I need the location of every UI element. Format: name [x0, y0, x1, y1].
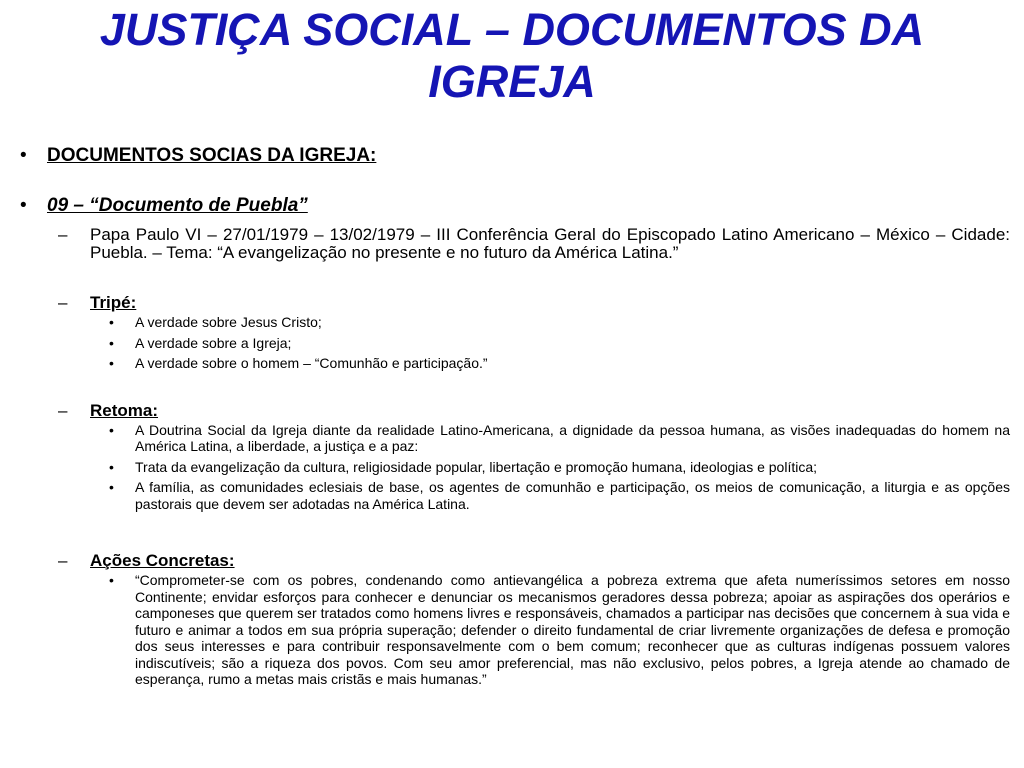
document-heading-item [20, 194, 1010, 218]
acoes-item [20, 552, 1010, 570]
document-heading: 09 – “Documento de Puebla” [47, 195, 308, 216]
bullet-icon: • [109, 421, 114, 438]
bullet-icon: • [109, 458, 114, 475]
slide-content [20, 144, 1010, 688]
retoma-subitem [20, 459, 1010, 476]
acoes-heading: Ações Concretas: [90, 551, 235, 570]
intro-text: Papa Paulo VI – 27/01/1979 – 13/02/1979 – III Conferência Geral do Episcopado Latino Americano – México – Cidade: Puebla. – Tema: “A evangelização no presente e no futuro da América Latina.” [90, 225, 1010, 262]
tripe-subitem [20, 335, 1010, 352]
tripe-item [20, 294, 1010, 312]
retoma-subitem [20, 422, 1010, 455]
slide-title: JUSTIÇA SOCIAL – DOCUMENTOS DA IGREJA [99, 4, 925, 107]
bullet-icon: • [109, 572, 114, 588]
retoma-subitem-text: A família, as comunidades eclesiais de base, os agentes de comunhão e participação, os meios de comunicação, a liturgia e as opções pastorais que devem ser adotadas na América Latina. [135, 479, 1010, 512]
tripe-subitem-text: A verdade sobre a Igreja; [135, 334, 292, 351]
bullet-icon: • [109, 314, 114, 330]
section-heading: DOCUMENTOS SOCIAS DA IGREJA: [47, 145, 377, 166]
retoma-heading: Retoma: [90, 400, 159, 420]
tripe-heading: Tripé: [90, 293, 137, 312]
bullet-icon: • [20, 195, 27, 216]
section-heading-item [20, 144, 1010, 168]
bullet-icon: • [109, 479, 114, 495]
retoma-item [20, 402, 1010, 420]
bullet-icon: • [20, 145, 27, 166]
dash-icon: – [58, 551, 68, 570]
tripe-subitem [20, 355, 1010, 372]
dash-icon: – [58, 293, 68, 312]
intro-item [20, 226, 1010, 262]
dash-icon: – [58, 225, 68, 244]
tripe-subitem [20, 314, 1010, 331]
acoes-subitem-text: “Comprometer-se com os pobres, condenando como antievangélica a pobreza extrema que afeta numeríssimos setores em nosso Continente; envidar esforços para conhecer e denunciar os mecanismos geradores dessa pobreza; apoiar as aspirações dos operários e camponeses que querem ser tratados como homens livres e responsáveis, chamados a participar nas decisões que concernem à sua vida e futuro e animar a todos em sua própria superação; defender o direito fundamental de criar livremente organizações de defesa e promoção dos seus interesses e para contribuir responsavelmente com o bem comum; reconhecer que as culturas indígenas possuem valores indiscutíveis; são a riqueza dos povos. Com seu amor preferencial, mas não exclusivo, pelos pobres, a Igreja atende ao chamado de esperança, rumo a metas mais cristãs e mais humanas.” [135, 572, 1010, 687]
retoma-subitem [20, 479, 1010, 512]
retoma-subitem-text: A Doutrina Social da Igreja diante da realidade Latino-Americana, a dignidade da pessoa humana, as visões inadequadas do homem na América Latina, a liberdade, a justiça e a paz: [135, 421, 1010, 454]
retoma-subitem-text: Trata da evangelização da cultura, religiosidade popular, libertação e promoção humana, ideologias e política; [135, 458, 818, 475]
bullet-icon: • [109, 355, 114, 371]
tripe-subitem-text: A verdade sobre o homem – “Comunhão e participação.” [135, 355, 488, 371]
tripe-subitem-text: A verdade sobre Jesus Cristo; [135, 314, 322, 330]
bullet-icon: • [109, 334, 114, 351]
dash-icon: – [58, 400, 68, 420]
acoes-subitem [20, 572, 1010, 688]
